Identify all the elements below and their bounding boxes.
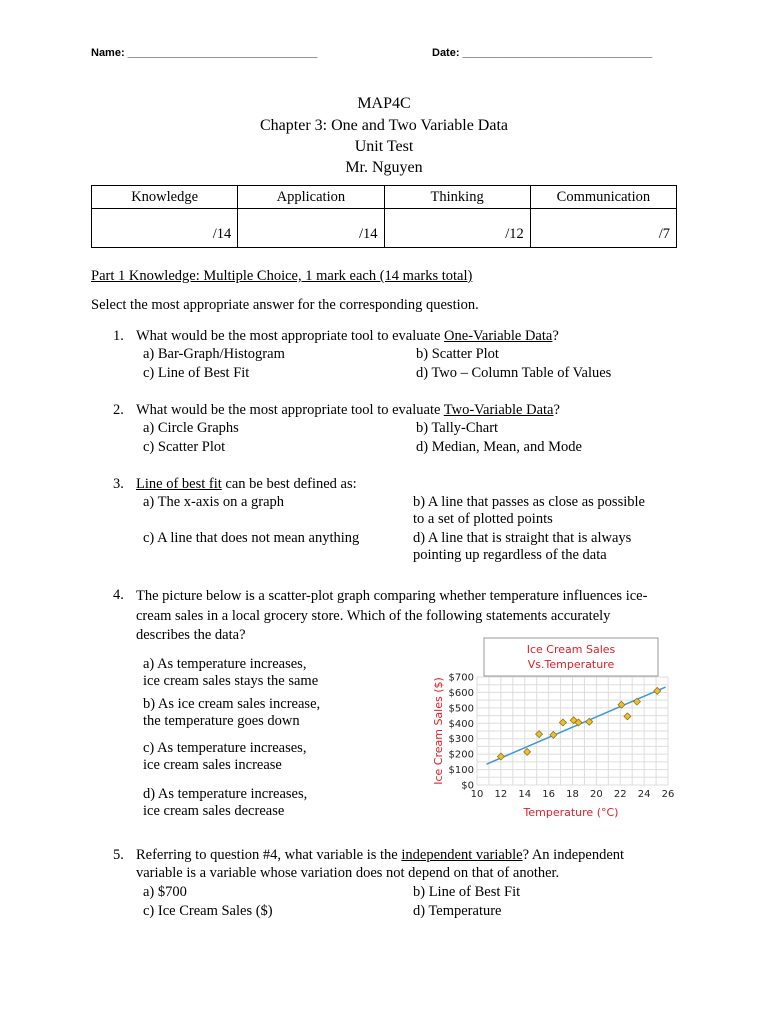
- q5-text: Referring to question #4, what variable is the independent variable? An independent: [136, 847, 625, 863]
- q5-option-d[interactable]: d) Temperature: [413, 903, 502, 919]
- y-tick-label: $600: [448, 687, 474, 699]
- q5-option-a[interactable]: a) $700: [143, 884, 187, 900]
- score-application: /14: [238, 209, 384, 248]
- header-thinking: Thinking: [384, 186, 530, 209]
- y-tick-label: $400: [448, 718, 474, 730]
- x-tick-label: 10: [470, 789, 484, 800]
- q4-text: The picture below is a scatter-plot graph comparing whether temperature influences ice- cream sales in a local grocery store. Which of the following statements accurately describes the data?: [136, 588, 648, 643]
- q1-number: 1.: [113, 328, 124, 344]
- marks-table: [91, 185, 677, 248]
- q4-option-b[interactable]: b) As ice cream sales increase, the temperature goes down: [143, 696, 321, 729]
- y-tick-label: $100: [448, 765, 474, 777]
- y-tick-label: $500: [448, 703, 474, 715]
- score-knowledge: /14: [92, 209, 238, 248]
- q2-number: 2.: [113, 402, 124, 418]
- q5-option-b[interactable]: b) Line of Best Fit: [413, 884, 521, 900]
- q2-option-a[interactable]: a) Circle Graphs: [143, 420, 239, 436]
- x-tick-label: 16: [542, 789, 555, 800]
- q1-option-c[interactable]: c) Line of Best Fit: [143, 365, 250, 381]
- header-communication: Communication: [530, 186, 676, 209]
- chart-title-line2: Vs.Temperature: [527, 658, 615, 671]
- q4-number: 4.: [113, 587, 124, 603]
- trend-line: [487, 687, 666, 764]
- y-tick-label: $200: [448, 749, 474, 761]
- q3-option-a[interactable]: a) The x-axis on a graph: [143, 494, 285, 510]
- q5-number: 5.: [113, 847, 124, 863]
- data-point: [550, 731, 557, 738]
- data-point: [624, 713, 631, 720]
- q2-text: What would be the most appropriate tool to evaluate Two-Variable Data?: [136, 402, 560, 418]
- score-thinking: /12: [384, 209, 530, 248]
- y-tick-label: $300: [448, 734, 474, 746]
- q3-option-d[interactable]: d) A line that is straight that is always pointing up regardless of the data: [413, 530, 632, 563]
- x-tick-label: 24: [637, 789, 651, 800]
- x-tick-label: 18: [566, 789, 579, 800]
- q5-text-line2: variable is a variable whose variation does not depend on that of another.: [136, 865, 560, 881]
- chart-title-line1: Ice Cream Sales: [526, 643, 616, 656]
- q4-option-c[interactable]: c) As temperature increases, ice cream sales increase: [143, 740, 307, 773]
- x-tick-label: 22: [613, 789, 627, 800]
- teacher-name: Mr. Nguyen: [345, 159, 423, 176]
- q2-option-d[interactable]: d) Median, Mean, and Mode: [416, 439, 582, 455]
- header-application: Application: [238, 186, 384, 209]
- q1-text: What would be the most appropriate tool to evaluate One-Variable Data?: [136, 328, 559, 344]
- q4-option-d[interactable]: d) As temperature increases, ice cream sales decrease: [143, 786, 308, 819]
- course-code: MAP4C: [357, 95, 411, 112]
- q2-option-b[interactable]: b) Tally-Chart: [416, 420, 499, 436]
- data-point: [654, 687, 661, 694]
- q3-option-b[interactable]: b) A line that passes as close as possible to a set of plotted points: [413, 494, 645, 527]
- header-knowledge: Knowledge: [92, 186, 238, 209]
- q3-number: 3.: [113, 476, 124, 492]
- scatter-chart: [420, 630, 680, 825]
- x-tick-label: 20: [590, 789, 603, 800]
- part1-instruction: Select the most appropriate answer for the corresponding question.: [91, 297, 479, 313]
- x-tick-label: 26: [661, 789, 675, 800]
- chapter-title: Chapter 3: One and Two Variable Data: [260, 117, 508, 134]
- x-tick-label: 14: [518, 789, 532, 800]
- x-tick-label: 12: [494, 789, 508, 800]
- q5-option-c[interactable]: c) Ice Cream Sales ($): [143, 903, 273, 919]
- q3-text: Line of best fit can be best defined as:: [136, 476, 357, 492]
- test-title: Unit Test: [354, 138, 414, 155]
- name-field[interactable]: Name: _______________________________: [91, 47, 318, 59]
- q3-option-c[interactable]: c) A line that does not mean anything: [143, 530, 360, 546]
- part1-heading: Part 1 Knowledge: Multiple Choice, 1 mark each (14 marks total): [91, 268, 473, 284]
- y-tick-label: $0: [461, 780, 474, 792]
- q1-option-d[interactable]: d) Two – Column Table of Values: [416, 365, 612, 381]
- q4-option-a[interactable]: a) As temperature increases, ice cream sales stays the same: [143, 656, 319, 689]
- score-communication: /7: [530, 209, 676, 248]
- date-field[interactable]: Date: _______________________________: [432, 47, 653, 59]
- data-point: [633, 698, 640, 705]
- q1-option-a[interactable]: a) Bar-Graph/Histogram: [143, 346, 285, 362]
- y-axis-label: Ice Cream Sales ($): [432, 677, 445, 785]
- x-axis-label: Temperature (°C): [523, 806, 619, 819]
- y-tick-label: $700: [448, 672, 474, 684]
- q1-option-b[interactable]: b) Scatter Plot: [416, 346, 499, 362]
- q2-option-c[interactable]: c) Scatter Plot: [143, 439, 226, 455]
